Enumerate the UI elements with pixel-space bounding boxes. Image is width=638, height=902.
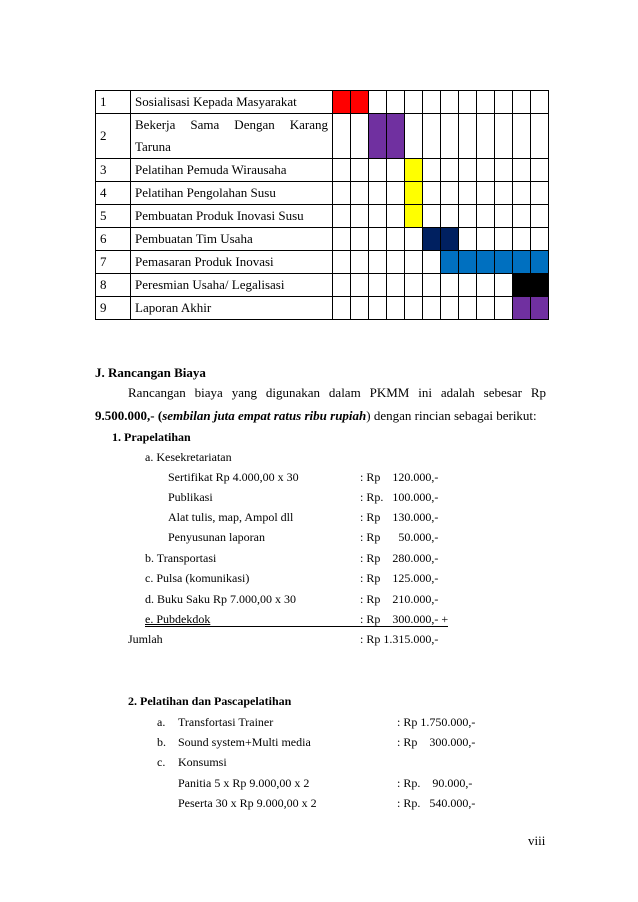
row-number: 5 [96,205,131,228]
activity-name: Sosialisasi Kepada Masyarakat [131,91,333,114]
schedule-cell [405,228,423,251]
schedule-cell-filled [441,251,459,274]
schedule-cell [369,159,387,182]
schedule-cell-filled [423,228,441,251]
schedule-table [95,90,549,320]
schedule-cell-filled [441,228,459,251]
schedule-cell [405,251,423,274]
schedule-cell-filled [477,251,495,274]
activity-name: Pelatihan Pemuda Wirausaha [131,159,333,182]
schedule-cell [459,274,477,297]
schedule-cell [423,182,441,205]
schedule-cell [441,114,459,159]
schedule-cell [369,297,387,320]
schedule-cell [405,91,423,114]
schedule-cell-filled [495,251,513,274]
schedule-cell [351,228,369,251]
schedule-cell [369,182,387,205]
schedule-cell [495,228,513,251]
cost-item-label: c. Pulsa (komunikasi) [145,571,250,585]
schedule-cell [405,274,423,297]
schedule-cell-filled [351,91,369,114]
schedule-cell [459,297,477,320]
cost-subitem-value: : Rp. 90.000,- [397,776,473,790]
cost-item-value: : Rp 120.000,- [360,470,439,484]
schedule-cell [423,91,441,114]
cost-item-label: Transfortasi Trainer [178,715,274,729]
pubdekdok-value: : Rp 300.000,- + [360,612,449,626]
schedule-cell [477,297,495,320]
schedule-row [96,182,549,205]
cost-item-label: d. Buku Saku Rp 7.000,00 x 30 [145,592,297,606]
schedule-cell [333,251,351,274]
schedule-cell [477,159,495,182]
schedule-row [96,274,549,297]
cost-item-label: Penyusunan laporan [168,530,265,544]
schedule-cell [513,91,531,114]
schedule-cell [369,91,387,114]
schedule-cell [441,159,459,182]
schedule-cell [405,297,423,320]
schedule-cell [495,205,513,228]
schedule-cell [369,228,387,251]
cost-item-value: : Rp 280.000,- [360,551,439,565]
schedule-cell [369,274,387,297]
cost-subitem-label: Peserta 30 x Rp 9.000,00 x 2 [178,796,317,810]
schedule-cell [531,159,549,182]
schedule-cell [441,91,459,114]
schedule-cell-filled [405,205,423,228]
schedule-cell [387,228,405,251]
cost-subitem-label: Panitia 5 x Rp 9.000,00 x 2 [178,776,310,790]
page-number: viii [528,833,546,848]
schedule-cell [441,205,459,228]
schedule-cell [531,182,549,205]
row-number: 1 [96,91,131,114]
activity-name: Laporan Akhir [131,297,333,320]
schedule-cell [477,182,495,205]
schedule-cell [333,114,351,159]
schedule-cell [513,228,531,251]
paragraph-line-1: Rancangan biaya yang digunakan dalam PKMM ini adalah sebesar Rp [128,385,546,400]
schedule-cell [459,205,477,228]
schedule-cell [459,228,477,251]
cost-item-value: : Rp 1.750.000,- [397,715,476,729]
schedule-row [96,91,549,114]
paragraph-line-2: 9.500.000,- (sembilan juta empat ratus ribu rupiah) dengan rincian sebagai berikut: [95,408,537,423]
schedule-cell [495,297,513,320]
activity-name: Pembuatan Produk Inovasi Susu [131,205,333,228]
schedule-cell [477,205,495,228]
schedule-cell [531,205,549,228]
schedule-cell [531,91,549,114]
item-letter: c. [157,755,166,769]
schedule-cell [495,159,513,182]
total-label: Jumlah [128,632,163,646]
activity-name-line-1: Bekerja Sama Dengan Karang [135,117,328,132]
cost-item-value: : Rp 300.000,- [397,735,476,749]
row-number: 4 [96,182,131,205]
schedule-cell [531,114,549,159]
row-number: 8 [96,274,131,297]
schedule-cell [477,91,495,114]
schedule-row [96,251,549,274]
schedule-row [96,114,549,159]
schedule-cell [459,114,477,159]
schedule-cell-filled [531,251,549,274]
schedule-cell-filled [531,274,549,297]
schedule-cell [477,228,495,251]
cost-item-value: : Rp 50.000,- [360,530,439,544]
schedule-cell [423,114,441,159]
schedule-cell-filled [513,297,531,320]
schedule-cell [333,297,351,320]
cost-item-label: Konsumsi [178,755,227,769]
amount-text: 9.500.000,- [95,408,155,423]
schedule-cell [351,159,369,182]
schedule-cell [351,297,369,320]
schedule-cell [423,251,441,274]
schedule-cell [513,114,531,159]
schedule-cell [405,114,423,159]
row-number: 2 [96,114,131,159]
amount-in-words: sembilan juta empat ratus ribu rupiah [162,408,367,423]
schedule-cell [351,251,369,274]
schedule-cell [441,274,459,297]
schedule-row [96,297,549,320]
schedule-row [96,205,549,228]
schedule-cell [387,297,405,320]
schedule-cell [513,182,531,205]
schedule-cell [423,274,441,297]
item-letter: a. [157,715,166,729]
schedule-cell [459,182,477,205]
schedule-cell [477,114,495,159]
schedule-cell [387,251,405,274]
schedule-cell [333,182,351,205]
prapelatihan-heading: 1. Prapelatihan [112,430,191,444]
schedule-cell [513,159,531,182]
schedule-cell [387,182,405,205]
schedule-cell [333,228,351,251]
schedule-cell [423,297,441,320]
schedule-cell [531,228,549,251]
schedule-cell-filled [513,251,531,274]
row-number: 3 [96,159,131,182]
pascapelatihan-heading: 2. Pelatihan dan Pascapelatihan [128,694,292,708]
schedule-cell-filled [333,91,351,114]
cost-item-label: b. Transportasi [145,551,217,565]
item-letter: b. [157,735,166,749]
schedule-cell-filled [405,182,423,205]
row-number: 9 [96,297,131,320]
activity-name [131,114,333,159]
activity-name: Pelatihan Pengolahan Susu [131,182,333,205]
activity-name: Peresmian Usaha/ Legalisasi [131,274,333,297]
schedule-cell [495,274,513,297]
schedule-cell-filled [513,274,531,297]
schedule-cell [351,274,369,297]
row-number: 7 [96,251,131,274]
schedule-cell-filled [459,251,477,274]
cost-item-label: Alat tulis, map, Ampol dll [168,510,294,524]
schedule-cell [387,91,405,114]
activity-name: Pemasaran Produk Inovasi [131,251,333,274]
schedule-cell [513,205,531,228]
kesekretariatan-label: a. Kesekretariatan [145,450,232,464]
schedule-cell [387,274,405,297]
schedule-cell [387,205,405,228]
cost-item-value: : Rp 130.000,- [360,510,439,524]
schedule-cell [351,205,369,228]
schedule-cell [369,205,387,228]
schedule-cell [351,182,369,205]
schedule-cell [495,91,513,114]
cost-subitem-value: : Rp. 540.000,- [397,796,476,810]
schedule-cell [495,114,513,159]
schedule-cell [351,114,369,159]
cost-item-label: Sound system+Multi media [178,735,311,749]
schedule-cell [423,159,441,182]
activity-name-line-2: Taruna [135,139,171,154]
row-number: 6 [96,228,131,251]
schedule-cell [387,159,405,182]
schedule-row [96,228,549,251]
schedule-cell [477,274,495,297]
schedule-cell [333,274,351,297]
cost-item-value: : Rp. 100.000,- [360,490,439,504]
cost-item-label: Sertifikat Rp 4.000,00 x 30 [168,470,299,484]
schedule-cell [333,205,351,228]
schedule-cell-filled [387,114,405,159]
schedule-row [96,159,549,182]
schedule-cell [459,91,477,114]
activity-name: Pembuatan Tim Usaha [131,228,333,251]
schedule-cell [441,297,459,320]
cost-item-value: : Rp 210.000,- [360,592,439,606]
schedule-cell [423,205,441,228]
cost-item-label: Publikasi [168,490,213,504]
schedule-cell [369,251,387,274]
schedule-cell-filled [531,297,549,320]
pubdekdok-label: e. Pubdekdok [145,612,211,626]
schedule-cell [459,159,477,182]
cost-item-value: : Rp 125.000,- [360,571,439,585]
schedule-cell [333,159,351,182]
schedule-cell [441,182,459,205]
schedule-cell-filled [405,159,423,182]
total-value: : Rp 1.315.000,- [360,632,439,646]
schedule-cell-filled [369,114,387,159]
section-heading: J. Rancangan Biaya [95,365,206,380]
schedule-cell [495,182,513,205]
